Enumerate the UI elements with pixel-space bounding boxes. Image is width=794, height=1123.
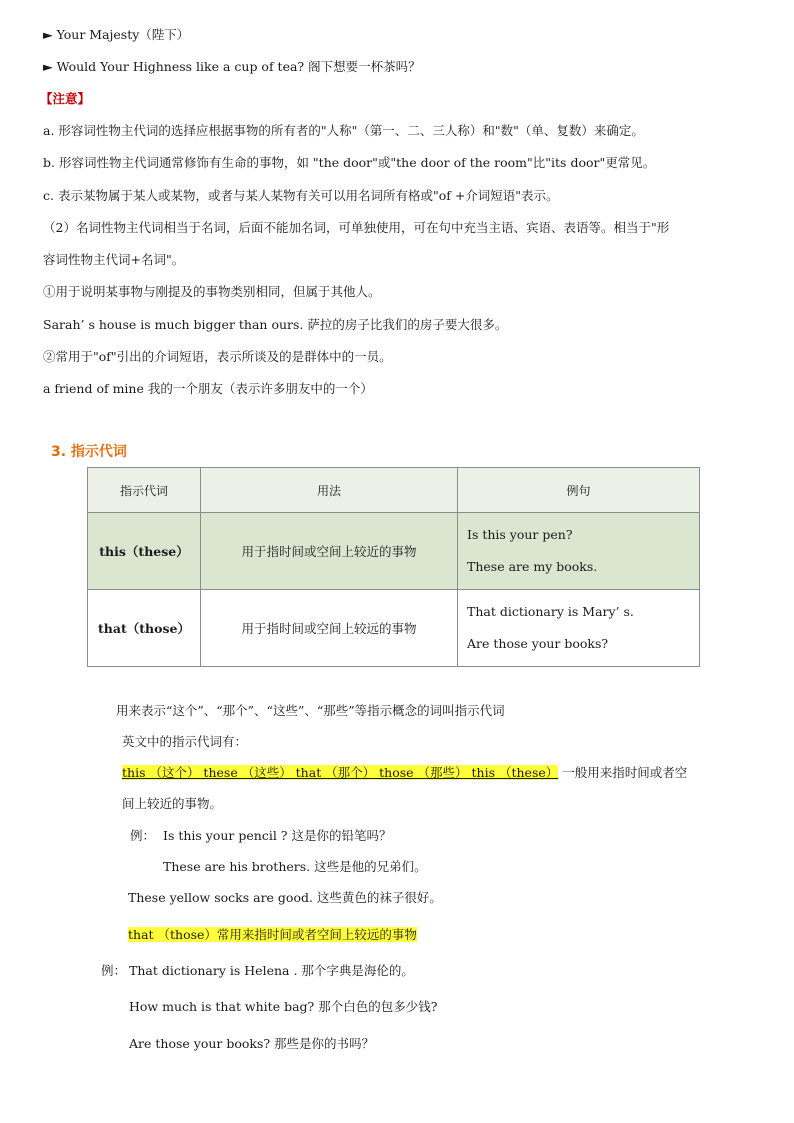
highlight-line-tail: 一般用来指时间或者空 [558,765,688,780]
point-1: ①用于说明某事物与刚提及的事物类别相同，但属于其他人。 [43,284,381,299]
table-row [88,513,700,590]
line-your-majesty: ► Your Majesty（陛下） [43,27,190,42]
paragraph-2-line2: 容词性物主代词+名词"。 [43,252,185,267]
header-cell: 例句 [458,468,700,513]
header-cell: 用法 [201,468,458,513]
example-sentence: Are those your books? [467,636,609,651]
note-heading: 【注意】 [40,91,91,106]
example-sentence: These yellow socks are good. 这些黄色的袜子很好。 [128,890,442,905]
example-sentence: These are his brothers. 这些是他的兄弟们。 [163,859,427,874]
example-sentence: How much is that white bag? 那个白色的包多少钱? [129,999,438,1014]
table-row [88,590,700,667]
example-1: Sarah’ s house is much bigger than ours. 萨拉的房子比我们的房子要大很多。 [43,317,508,332]
demonstrative-table [87,467,700,667]
intro-text: 用来表示“这个”、“那个”、“这些”、“那些”等指示概念的词叫指示代词 [116,703,505,718]
note-a: a. 形容词性物主代词的选择应根据事物的所有者的"人称"（第一、二、三人称）和"数"（单、复数）来确定。 [43,123,644,138]
example-label: 例： [101,963,127,978]
highlighted-text: this （这个） these （这些） that （那个） those （那些） this （these） [122,765,559,780]
example-2: a friend of mine 我的一个朋友（表示许多朋友中的一个） [43,381,373,396]
table-header-row [88,468,700,513]
intro-text-2: 英文中的指示代词有： [122,734,248,749]
table-cell-word: this（these） [88,513,201,590]
highlight-line-1 [122,764,687,782]
example-label: 例： [130,828,156,843]
example-sentence: Are those your books? 那些是你的书吗？ [129,1036,375,1051]
section-title: 3. 指示代词 [51,444,127,460]
header-cell: 指示代词 [88,468,201,513]
example-sentence: These are my books. [467,559,598,574]
note-c: c. 表示某物属于某人或某物，或者与某人某物有关可以用名词所有格或"of +介词短语"表示。 [43,188,559,203]
note-b: b. 形容词性物主代词通常修饰有生命的事物，如 "the door"或"the door of the room"比"its door"更常见。 [43,155,656,170]
example-sentence: That dictionary is Mary’ s. [467,604,634,619]
table-cell-word: that（those） [88,590,201,667]
table-cell-examples [458,590,700,667]
table-cell-usage: 用于指时间或空间上较近的事物 [201,513,458,590]
table-cell-examples [458,513,700,590]
example-sentence: Is this your pen? [467,527,573,542]
example-sentence: Is this your pencil ? 这是你的铅笔吗？ [163,828,392,843]
highlighted-text: that （those）常用来指时间或者空间上较远的事物 [128,927,417,942]
line-highness: ► Would Your Highness like a cup of tea? 阁下想要一杯茶吗？ [43,59,421,74]
highlight-line-cont: 间上较近的事物。 [122,796,223,811]
highlight-line-2 [128,926,417,944]
example-sentence: That dictionary is Helena . 那个字典是海伦的。 [129,963,414,978]
paragraph-2-line1: （2）名词性物主代词相当于名词，后面不能加名词，可单独使用，可在句中充当主语、宾语、表语等。相当于"形 [43,220,670,235]
point-2: ②常用于"of"引出的介词短语，表示所谈及的是群体中的一员。 [43,349,392,364]
table-cell-usage: 用于指时间或空间上较远的事物 [201,590,458,667]
